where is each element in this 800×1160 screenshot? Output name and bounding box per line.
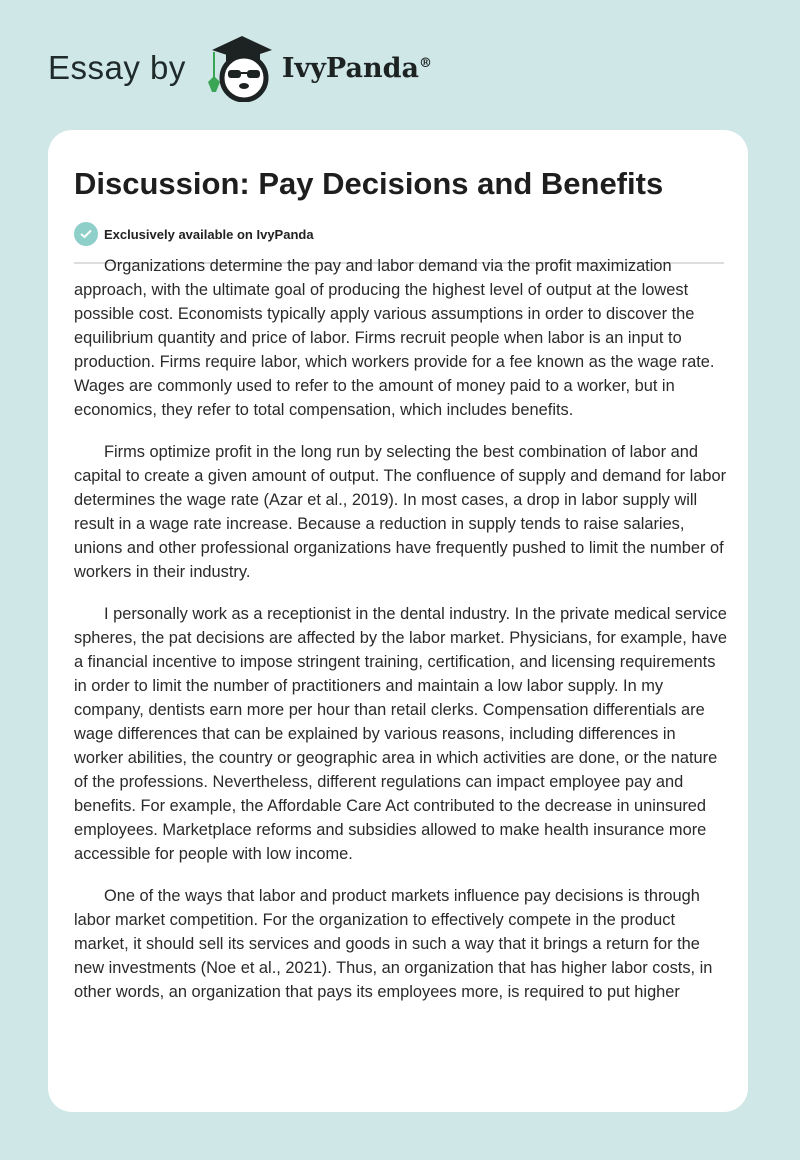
check-icon	[74, 222, 98, 246]
essay-body	[74, 254, 728, 1022]
site-header	[48, 28, 432, 108]
paragraph: Firms optimize profit in the long run by selecting the best combination of labor and capital to create a given amount of output. The confluence of supply and demand for labor determines the wage rate (Azar et al., 2019). In most cases, a drop in labor supply will result in a wage rate increase. Because a reduction in supply tends to raise salaries, unions and other professional organizations have frequently pushed to limit the number of workers in their industry.	[74, 443, 727, 581]
paragraph: Organizations determine the pay and labor demand via the profit maximization approach, with the ultimate goal of producing the highest level of output at the lowest possible cost. Economists typically apply various assumptions in order to discover the equilibrium quantity and price of labor. Firms recruit people when labor is an input to production. Firms require labor, which workers provide for a fee known as the wage rate. Wages are commonly used to refer to the amount of money paid to a worker, but in economics, they refer to total compensation, which includes benefits.	[74, 257, 715, 419]
page-title: Discussion: Pay Decisions and Benefits	[74, 166, 664, 201]
essay-by-label: Essay by	[48, 49, 186, 86]
paragraph: I personally work as a receptionist in the dental industry. In the private medical service spheres, the pat decisions are affected by the labor market. Physicians, for example, have a financial incentive to impose stringent training, certification, and licensing requirements in order to limit the number of practitioners and maintain a low labor supply. In my company, dentists earn more per hour than retail clerks. Compensation differentials are wage differences that can be explained by various reasons, including differences in worker abilities, the country or geographic area in which activities are done, or the nature of the professions. Nevertheless, different regulations can impact employee pay and benefits. For example, the Affordable Care Act contributed to the decrease in uninsured employees. Marketplace reforms and subsidies allowed to make health insurance more accessible for people with low income.	[74, 605, 727, 863]
badge-text: Exclusively available on IvyPanda	[104, 226, 314, 242]
essay-card	[48, 130, 748, 1112]
panda-logo-icon[interactable]	[204, 30, 274, 107]
exclusive-badge	[74, 222, 314, 246]
brand-name[interactable]	[282, 53, 432, 84]
paragraph: One of the ways that labor and product markets influence pay decisions is through labor market competition. For the organization to effectively compete in the product market, it should sell its services and goods in such a way that it brings a return for the new investments (Noe et al., 2021). Thus, an organization that has higher labor costs, in other words, an organization that pays its employees more, is required to put higher	[74, 887, 713, 1001]
registered-mark: ®	[418, 55, 432, 71]
brand-text: IvyPanda	[281, 52, 419, 84]
